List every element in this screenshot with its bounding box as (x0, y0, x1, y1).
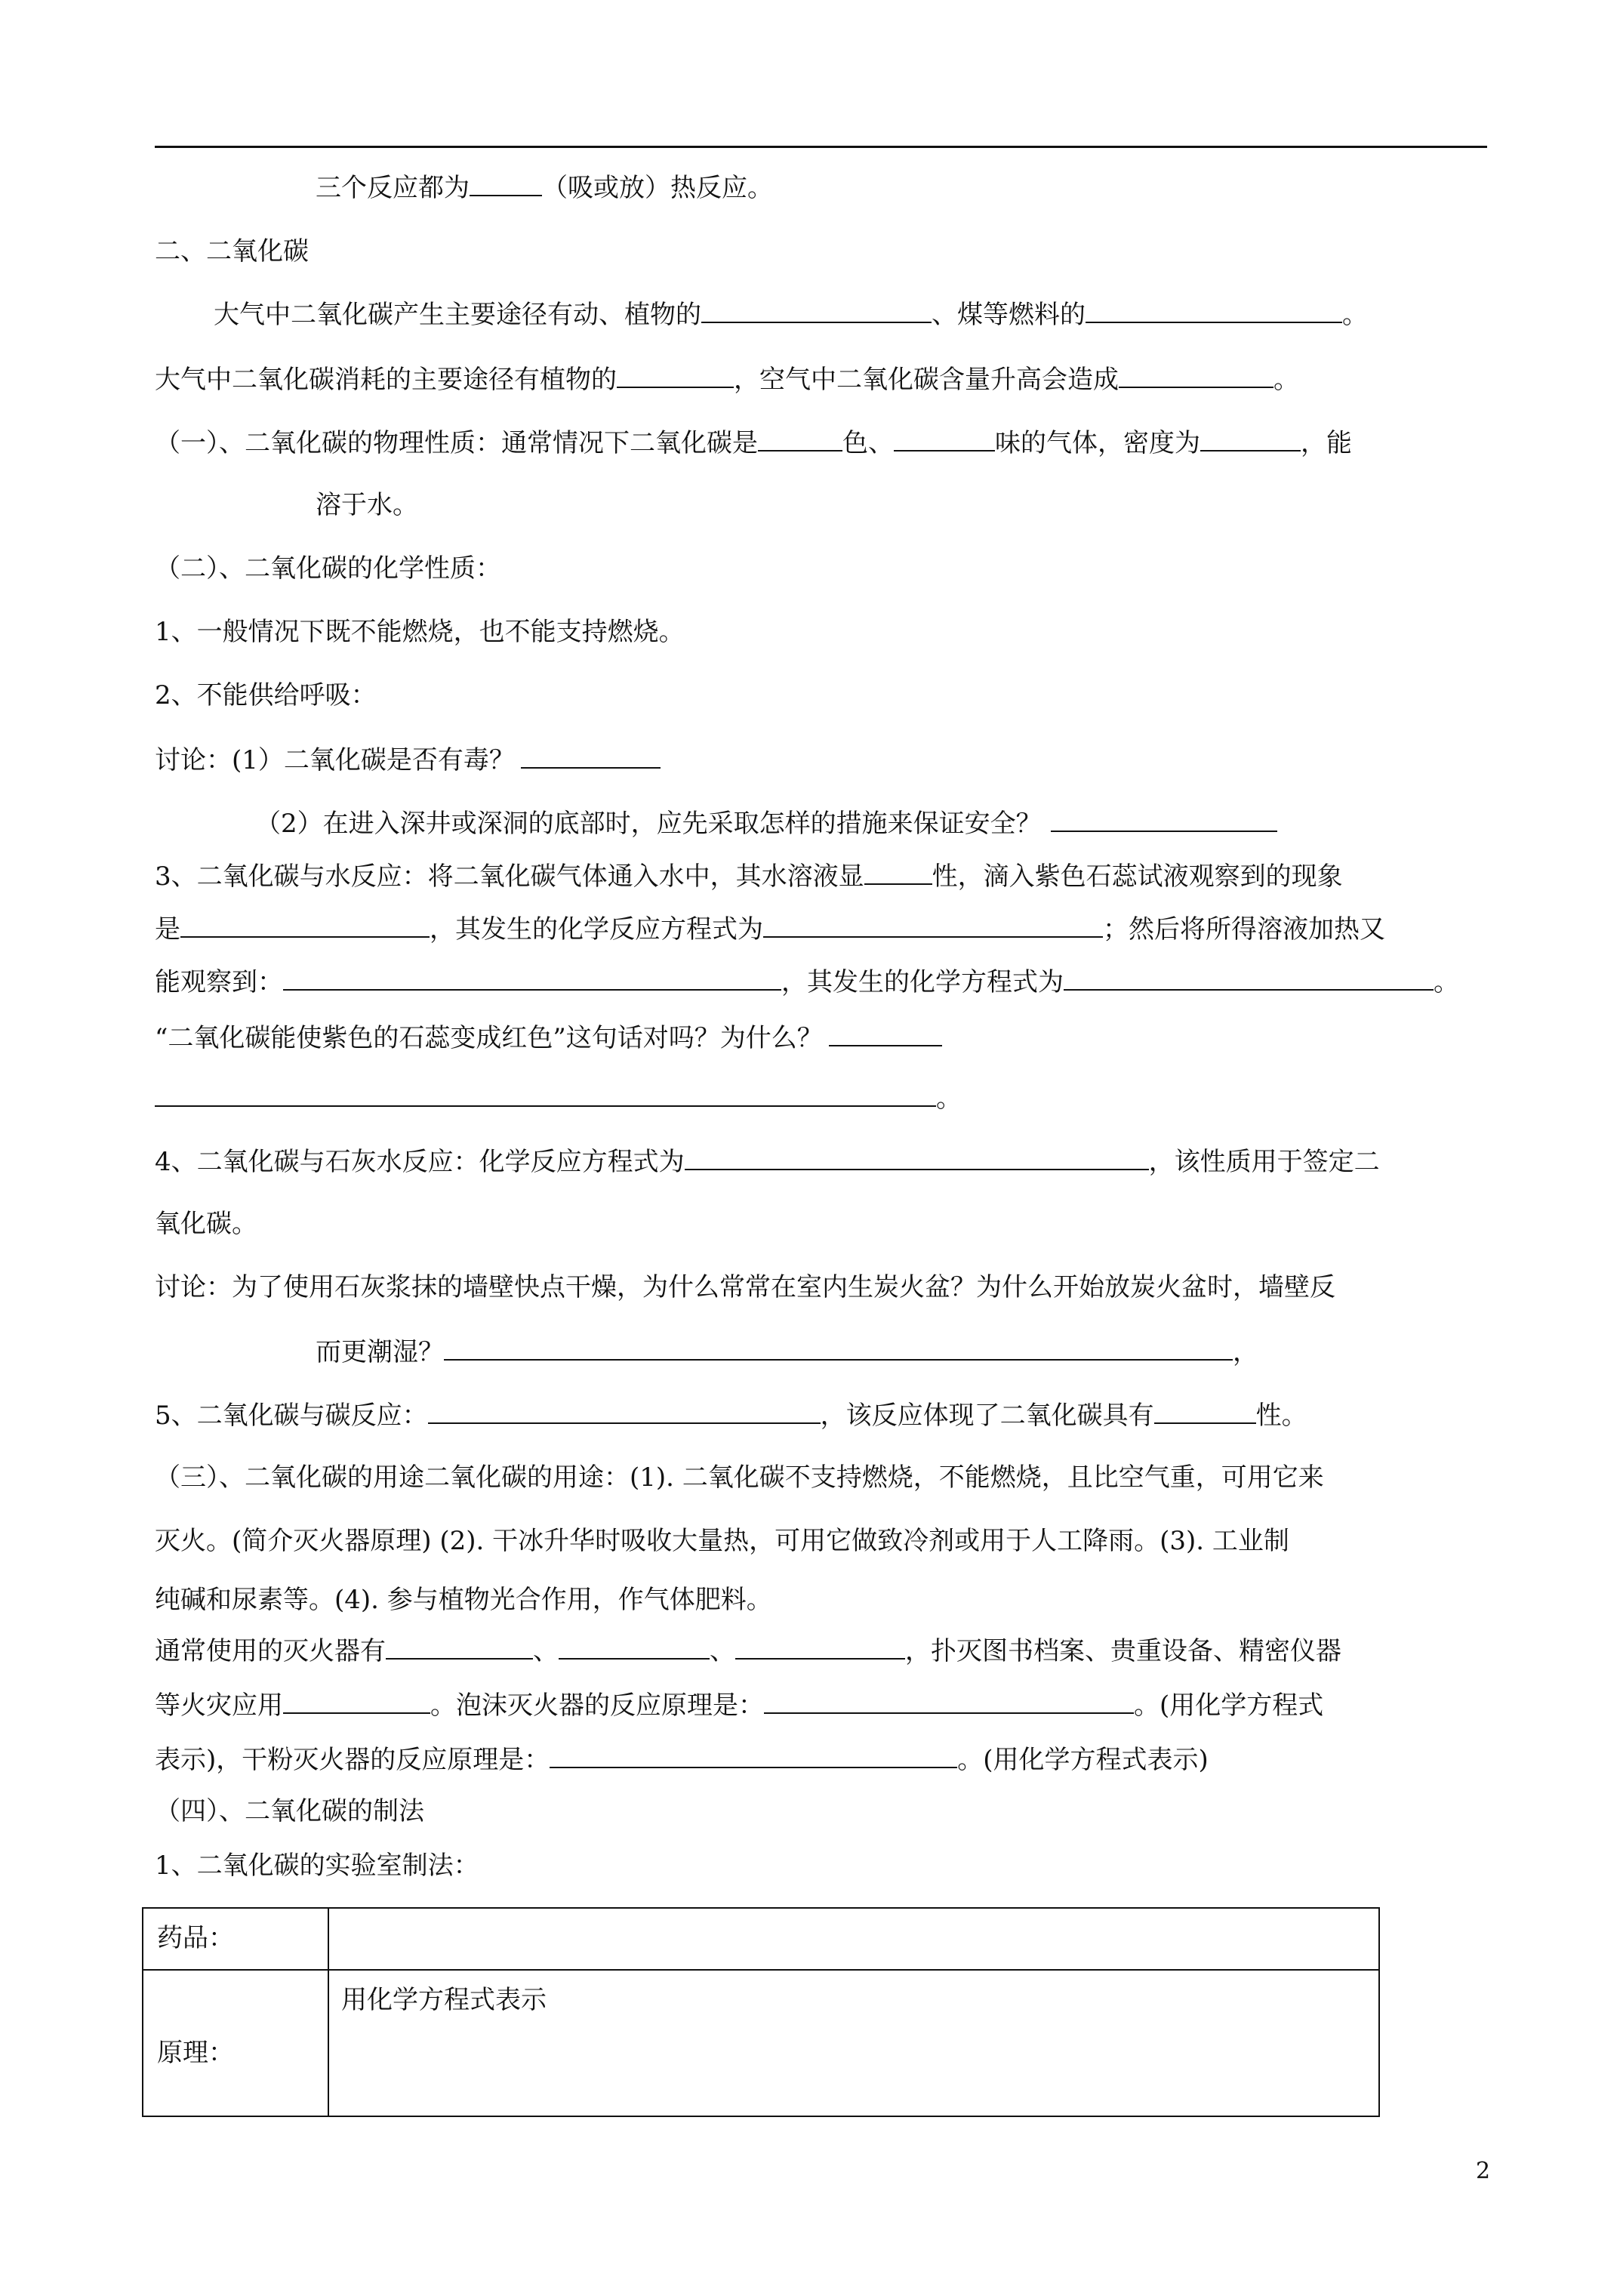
line-uses-3: 纯碱和尿素等。(4). 参与植物光合作用，作气体肥料。 (155, 1585, 772, 1615)
heading-chemical-properties: （二）、二氧化碳的化学性质： (155, 553, 501, 584)
line-co2-sources: 大气中二氧化碳产生主要途径有动、植物的 、煤等燃料的 。 (214, 296, 1368, 332)
blank[interactable] (1119, 361, 1273, 388)
blank[interactable] (470, 169, 542, 196)
blank[interactable] (428, 1397, 821, 1424)
line-item-5: 5、二氧化碳与碳反应： ，该反应体现了二氧化碳具有 性。 (155, 1397, 1307, 1433)
line-item-3: 3、二氧化碳与水反应：将二氧化碳气体通入水中，其水溶液显 性，滴入紫色石蕊试液观察到的现象 (155, 858, 1343, 894)
line-reaction-heat: 三个反应都为 （吸或放）热反应。 (316, 169, 773, 205)
blank[interactable] (764, 1687, 1134, 1714)
blank[interactable] (1064, 963, 1434, 991)
blank[interactable] (521, 741, 661, 769)
heading-preparation: （四）、二氧化碳的制法 (155, 1796, 424, 1826)
table-divider-horizontal (143, 1969, 1378, 1971)
line-item-4-cont: 氧化碳。 (155, 1209, 257, 1239)
line-dissolves: 溶于水。 (316, 490, 418, 520)
line-discussion-3: 讨论：为了使用石灰浆抹的墙壁快点干燥，为什么常常在室内生炭火盆？为什么开始放炭火盆时，墙壁反 (155, 1272, 1335, 1302)
blank[interactable] (386, 1632, 533, 1660)
blank[interactable] (1154, 1397, 1256, 1424)
blank[interactable] (559, 1632, 710, 1660)
blank[interactable] (735, 1632, 905, 1660)
line-uses-1: （三）、二氧化碳的用途二氧化碳的用途：(1). 二氧化碳不支持燃烧，不能燃烧，且比空气重，可用它来 (155, 1462, 1324, 1493)
line-discussion-3-cont: 而更潮湿？ ， (316, 1333, 1258, 1370)
line-extinguishers: 通常使用的灭火器有 、 、 ，扑灭图书档案、贵重设备、精密仪器 (155, 1632, 1341, 1669)
table-cell-reagents[interactable] (341, 1919, 1375, 1960)
section-heading-co2: 二、二氧化碳 (155, 236, 309, 267)
table-divider-vertical (328, 1909, 329, 2116)
blank[interactable] (444, 1333, 1233, 1361)
line-litmus-answer: 。 (155, 1080, 962, 1116)
blank[interactable] (685, 1143, 1149, 1170)
blank[interactable] (617, 361, 734, 388)
blank[interactable] (864, 858, 932, 885)
page-number: 2 (1476, 2158, 1491, 2184)
blank[interactable] (180, 911, 430, 938)
blank[interactable] (550, 1741, 957, 1768)
blank[interactable] (829, 1019, 942, 1046)
line-physical-properties: （一）、二氧化碳的物理性质：通常情况下二氧化碳是 色、 味的气体，密度为 ，能 (155, 424, 1352, 461)
line-item-1: 1、一般情况下既不能燃烧，也不能支持燃烧。 (155, 617, 685, 647)
blank[interactable] (763, 911, 1103, 938)
line-discussion-1: 讨论：(1）二氧化碳是否有毒？ (155, 741, 661, 778)
blank[interactable] (1051, 805, 1277, 832)
line-item-3-cont: 是 ，其发生的化学反应方程式为 ；然后将所得溶液加热又 (155, 911, 1385, 947)
blank[interactable] (1086, 296, 1342, 323)
blank[interactable] (283, 1687, 430, 1714)
line-item-3-heat: 能观察到： ，其发生的化学方程式为 。 (155, 963, 1459, 1000)
blank[interactable] (701, 296, 932, 323)
line-foam-extinguisher: 等火灾应用 。泡沫灭火器的反应原理是： 。(用化学方程式 (155, 1687, 1323, 1723)
line-co2-consumption: 大气中二氧化碳消耗的主要途径有植物的 ，空气中二氧化碳含量升高会造成 。 (155, 361, 1299, 397)
header-rule (155, 146, 1487, 148)
line-litmus-question: “二氧化碳能使紫色的石蕊变成红色”这句话对吗？为什么？ (155, 1019, 942, 1056)
blank[interactable] (283, 963, 781, 991)
line-item-2: 2、不能供给呼吸： (155, 680, 377, 710)
blank[interactable] (155, 1080, 936, 1107)
line-discussion-2: （2）在进入深井或深洞的底部时，应先采取怎样的措施来保证安全？ (255, 805, 1277, 841)
table-label-reagents: 药品： (157, 1923, 234, 1953)
line-item-4: 4、二氧化碳与石灰水反应：化学反应方程式为 ，该性质用于签定二 (155, 1143, 1380, 1179)
line-powder-extinguisher: 表示)，干粉灭火器的反应原理是： 。(用化学方程式表示) (155, 1741, 1209, 1777)
blank[interactable] (1200, 424, 1301, 451)
line-uses-2: 灭火。(简介灭火器原理) (2). 干冰升华时吸收大量热，可用它做致冷剂或用于人工降雨。(3). 工业制 (155, 1526, 1289, 1556)
blank[interactable] (894, 424, 995, 451)
line-lab-preparation: 1、二氧化碳的实验室制法： (155, 1851, 479, 1881)
table-label-principle: 原理： (157, 2038, 234, 2068)
lab-table (142, 1907, 1380, 2117)
blank[interactable] (758, 424, 842, 451)
table-cell-principle[interactable]: 用化学方程式表示 (341, 1985, 547, 2015)
